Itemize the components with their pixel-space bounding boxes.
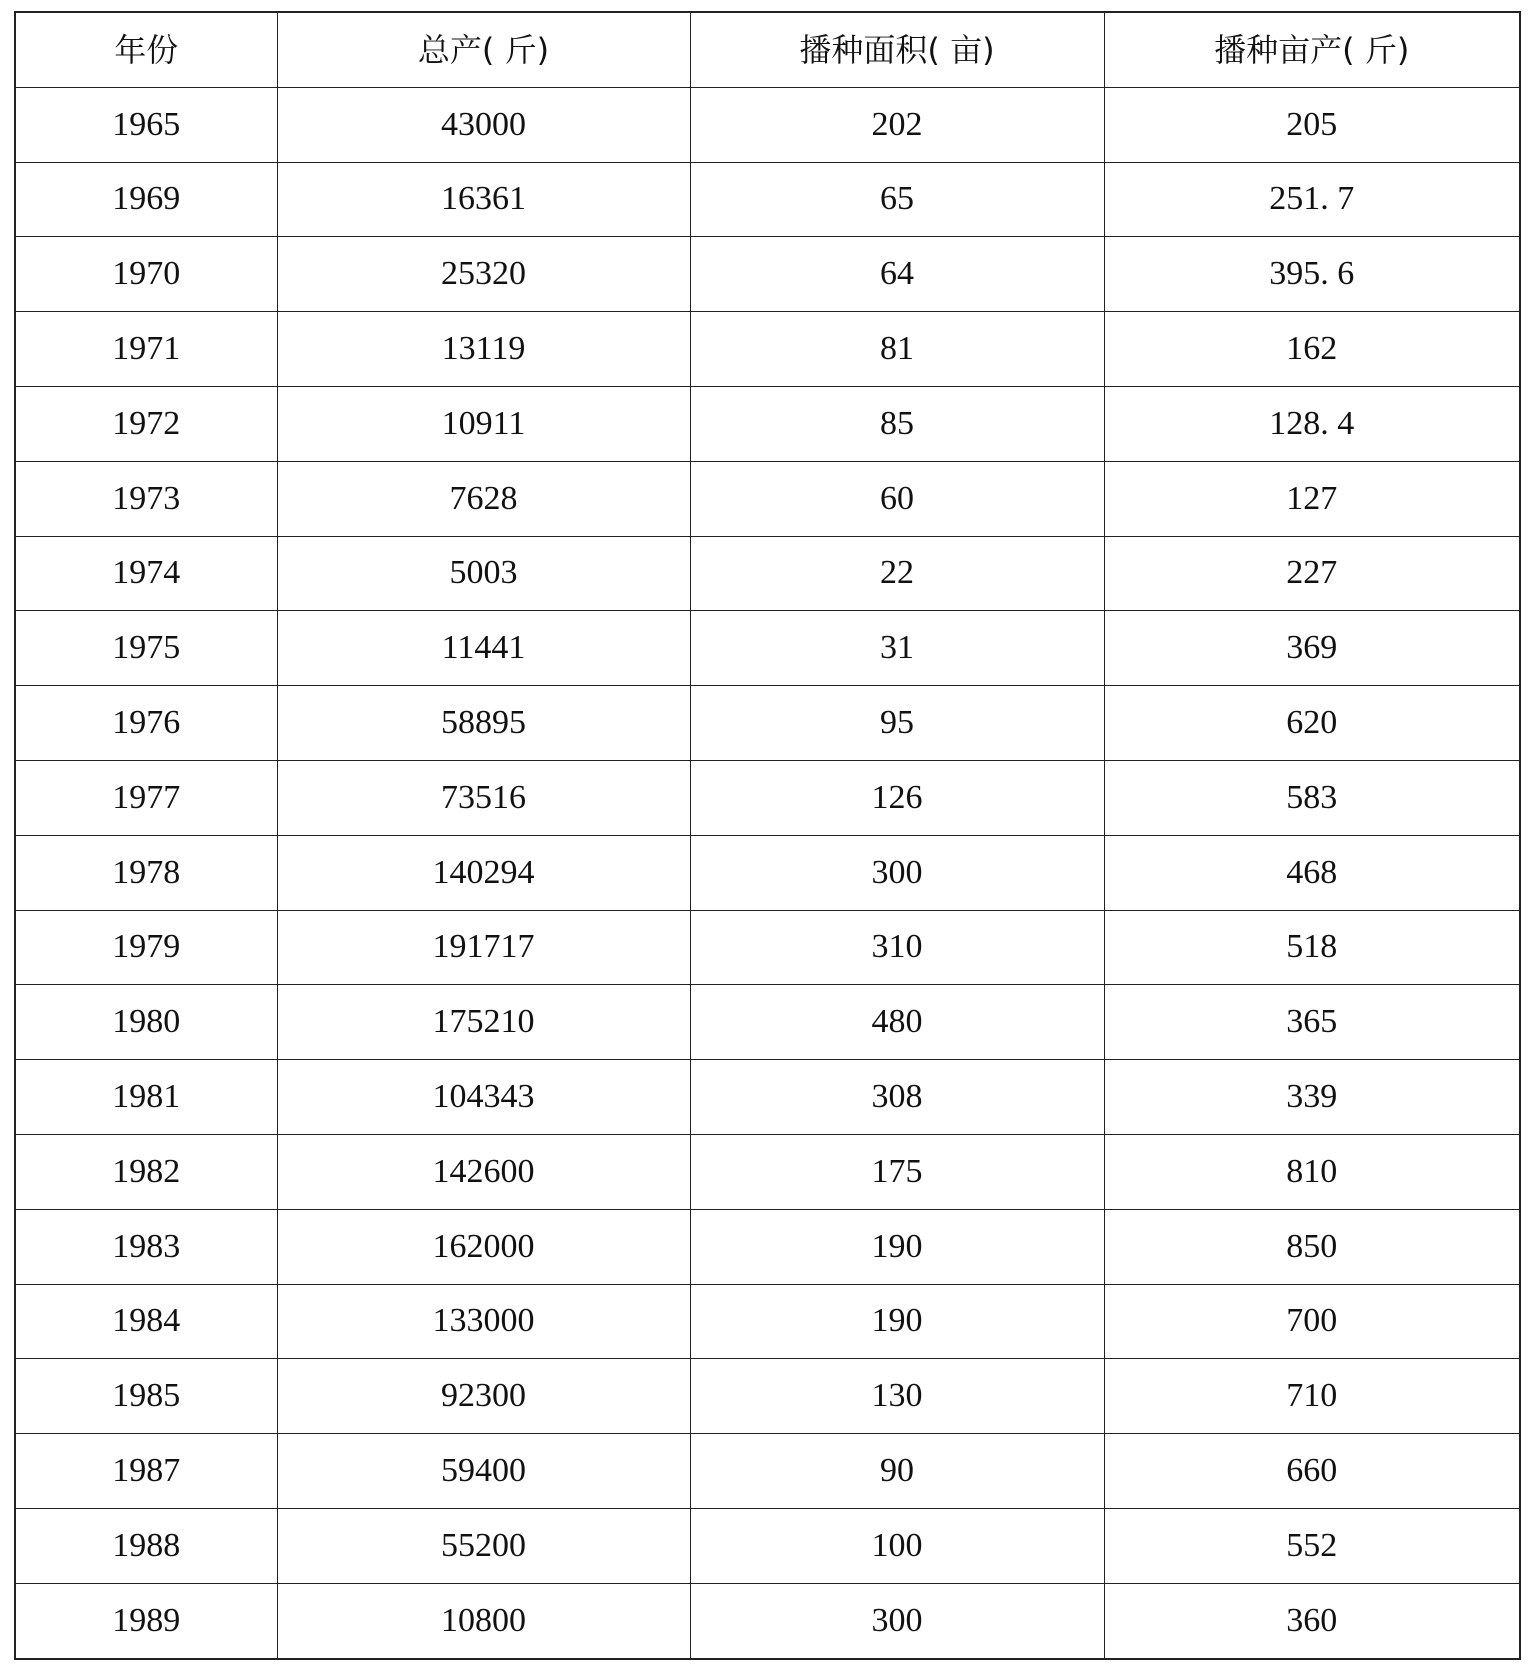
cell-sown-area: 308 xyxy=(690,1060,1104,1135)
data-table-container xyxy=(14,11,1519,1660)
cell-yield-per-mu: 583 xyxy=(1104,760,1520,835)
table-row xyxy=(15,87,1520,162)
table-row xyxy=(15,611,1520,686)
cell-year: 1973 xyxy=(15,461,277,536)
table-header xyxy=(15,12,1520,87)
cell-sown-area: 175 xyxy=(690,1134,1104,1209)
cell-sown-area: 480 xyxy=(690,985,1104,1060)
cell-total-output: 10911 xyxy=(277,386,690,461)
table-row xyxy=(15,1060,1520,1135)
table-row xyxy=(15,1134,1520,1209)
header-year: 年份 xyxy=(15,12,277,87)
cell-yield-per-mu: 395. 6 xyxy=(1104,237,1520,312)
cell-total-output: 73516 xyxy=(277,760,690,835)
cell-yield-per-mu: 205 xyxy=(1104,87,1520,162)
header-yield-per-mu: 播种亩产( 斤) xyxy=(1104,12,1520,87)
cell-total-output: 142600 xyxy=(277,1134,690,1209)
cell-yield-per-mu: 227 xyxy=(1104,536,1520,611)
cell-total-output: 55200 xyxy=(277,1508,690,1583)
cell-sown-area: 300 xyxy=(690,835,1104,910)
cell-total-output: 140294 xyxy=(277,835,690,910)
cell-sown-area: 300 xyxy=(690,1583,1104,1658)
table-row xyxy=(15,1583,1520,1658)
cell-total-output: 58895 xyxy=(277,686,690,761)
cell-year: 1985 xyxy=(15,1359,277,1434)
cell-total-output: 11441 xyxy=(277,611,690,686)
table-row xyxy=(15,1284,1520,1359)
cell-yield-per-mu: 660 xyxy=(1104,1434,1520,1509)
cell-sown-area: 190 xyxy=(690,1284,1104,1359)
cell-yield-per-mu: 365 xyxy=(1104,985,1520,1060)
cell-sown-area: 130 xyxy=(690,1359,1104,1434)
cell-year: 1970 xyxy=(15,237,277,312)
cell-sown-area: 22 xyxy=(690,536,1104,611)
cell-year: 1980 xyxy=(15,985,277,1060)
cell-year: 1971 xyxy=(15,312,277,387)
cell-sown-area: 100 xyxy=(690,1508,1104,1583)
table-row xyxy=(15,237,1520,312)
cell-year: 1988 xyxy=(15,1508,277,1583)
cell-sown-area: 202 xyxy=(690,87,1104,162)
cell-sown-area: 310 xyxy=(690,910,1104,985)
cell-total-output: 191717 xyxy=(277,910,690,985)
table-row xyxy=(15,1359,1520,1434)
table-row xyxy=(15,1209,1520,1284)
cell-total-output: 13119 xyxy=(277,312,690,387)
cell-yield-per-mu: 810 xyxy=(1104,1134,1520,1209)
cell-sown-area: 190 xyxy=(690,1209,1104,1284)
cell-yield-per-mu: 127 xyxy=(1104,461,1520,536)
table-row xyxy=(15,386,1520,461)
cell-year: 1974 xyxy=(15,536,277,611)
cell-total-output: 5003 xyxy=(277,536,690,611)
cell-year: 1977 xyxy=(15,760,277,835)
cell-total-output: 10800 xyxy=(277,1583,690,1658)
table-body xyxy=(15,87,1520,1658)
cell-total-output: 133000 xyxy=(277,1284,690,1359)
header-row xyxy=(15,12,1520,87)
cell-sown-area: 81 xyxy=(690,312,1104,387)
cell-sown-area: 85 xyxy=(690,386,1104,461)
cell-sown-area: 31 xyxy=(690,611,1104,686)
cell-year: 1972 xyxy=(15,386,277,461)
table-row xyxy=(15,760,1520,835)
cell-total-output: 175210 xyxy=(277,985,690,1060)
cell-yield-per-mu: 850 xyxy=(1104,1209,1520,1284)
header-total-output: 总产( 斤) xyxy=(277,12,690,87)
cell-yield-per-mu: 710 xyxy=(1104,1359,1520,1434)
cell-sown-area: 126 xyxy=(690,760,1104,835)
table-row xyxy=(15,162,1520,237)
table-row xyxy=(15,686,1520,761)
cell-total-output: 43000 xyxy=(277,87,690,162)
cell-year: 1965 xyxy=(15,87,277,162)
cell-sown-area: 65 xyxy=(690,162,1104,237)
cell-year: 1976 xyxy=(15,686,277,761)
table-row xyxy=(15,461,1520,536)
data-table xyxy=(14,11,1521,1660)
cell-sown-area: 90 xyxy=(690,1434,1104,1509)
cell-yield-per-mu: 468 xyxy=(1104,835,1520,910)
table-row xyxy=(15,1508,1520,1583)
cell-total-output: 104343 xyxy=(277,1060,690,1135)
cell-year: 1987 xyxy=(15,1434,277,1509)
cell-total-output: 59400 xyxy=(277,1434,690,1509)
cell-total-output: 162000 xyxy=(277,1209,690,1284)
table-row xyxy=(15,910,1520,985)
cell-yield-per-mu: 251. 7 xyxy=(1104,162,1520,237)
table-row xyxy=(15,985,1520,1060)
cell-year: 1975 xyxy=(15,611,277,686)
cell-total-output: 25320 xyxy=(277,237,690,312)
cell-yield-per-mu: 700 xyxy=(1104,1284,1520,1359)
cell-sown-area: 60 xyxy=(690,461,1104,536)
cell-yield-per-mu: 339 xyxy=(1104,1060,1520,1135)
cell-year: 1983 xyxy=(15,1209,277,1284)
cell-total-output: 7628 xyxy=(277,461,690,536)
table-row xyxy=(15,536,1520,611)
cell-yield-per-mu: 162 xyxy=(1104,312,1520,387)
table-row xyxy=(15,312,1520,387)
cell-yield-per-mu: 128. 4 xyxy=(1104,386,1520,461)
cell-total-output: 92300 xyxy=(277,1359,690,1434)
cell-yield-per-mu: 620 xyxy=(1104,686,1520,761)
cell-year: 1989 xyxy=(15,1583,277,1658)
cell-year: 1982 xyxy=(15,1134,277,1209)
cell-yield-per-mu: 552 xyxy=(1104,1508,1520,1583)
cell-yield-per-mu: 360 xyxy=(1104,1583,1520,1658)
table-row xyxy=(15,1434,1520,1509)
cell-yield-per-mu: 369 xyxy=(1104,611,1520,686)
table-row xyxy=(15,835,1520,910)
cell-total-output: 16361 xyxy=(277,162,690,237)
cell-year: 1978 xyxy=(15,835,277,910)
cell-year: 1981 xyxy=(15,1060,277,1135)
cell-yield-per-mu: 518 xyxy=(1104,910,1520,985)
header-sown-area: 播种面积( 亩) xyxy=(690,12,1104,87)
cell-year: 1979 xyxy=(15,910,277,985)
cell-sown-area: 64 xyxy=(690,237,1104,312)
cell-sown-area: 95 xyxy=(690,686,1104,761)
cell-year: 1984 xyxy=(15,1284,277,1359)
cell-year: 1969 xyxy=(15,162,277,237)
